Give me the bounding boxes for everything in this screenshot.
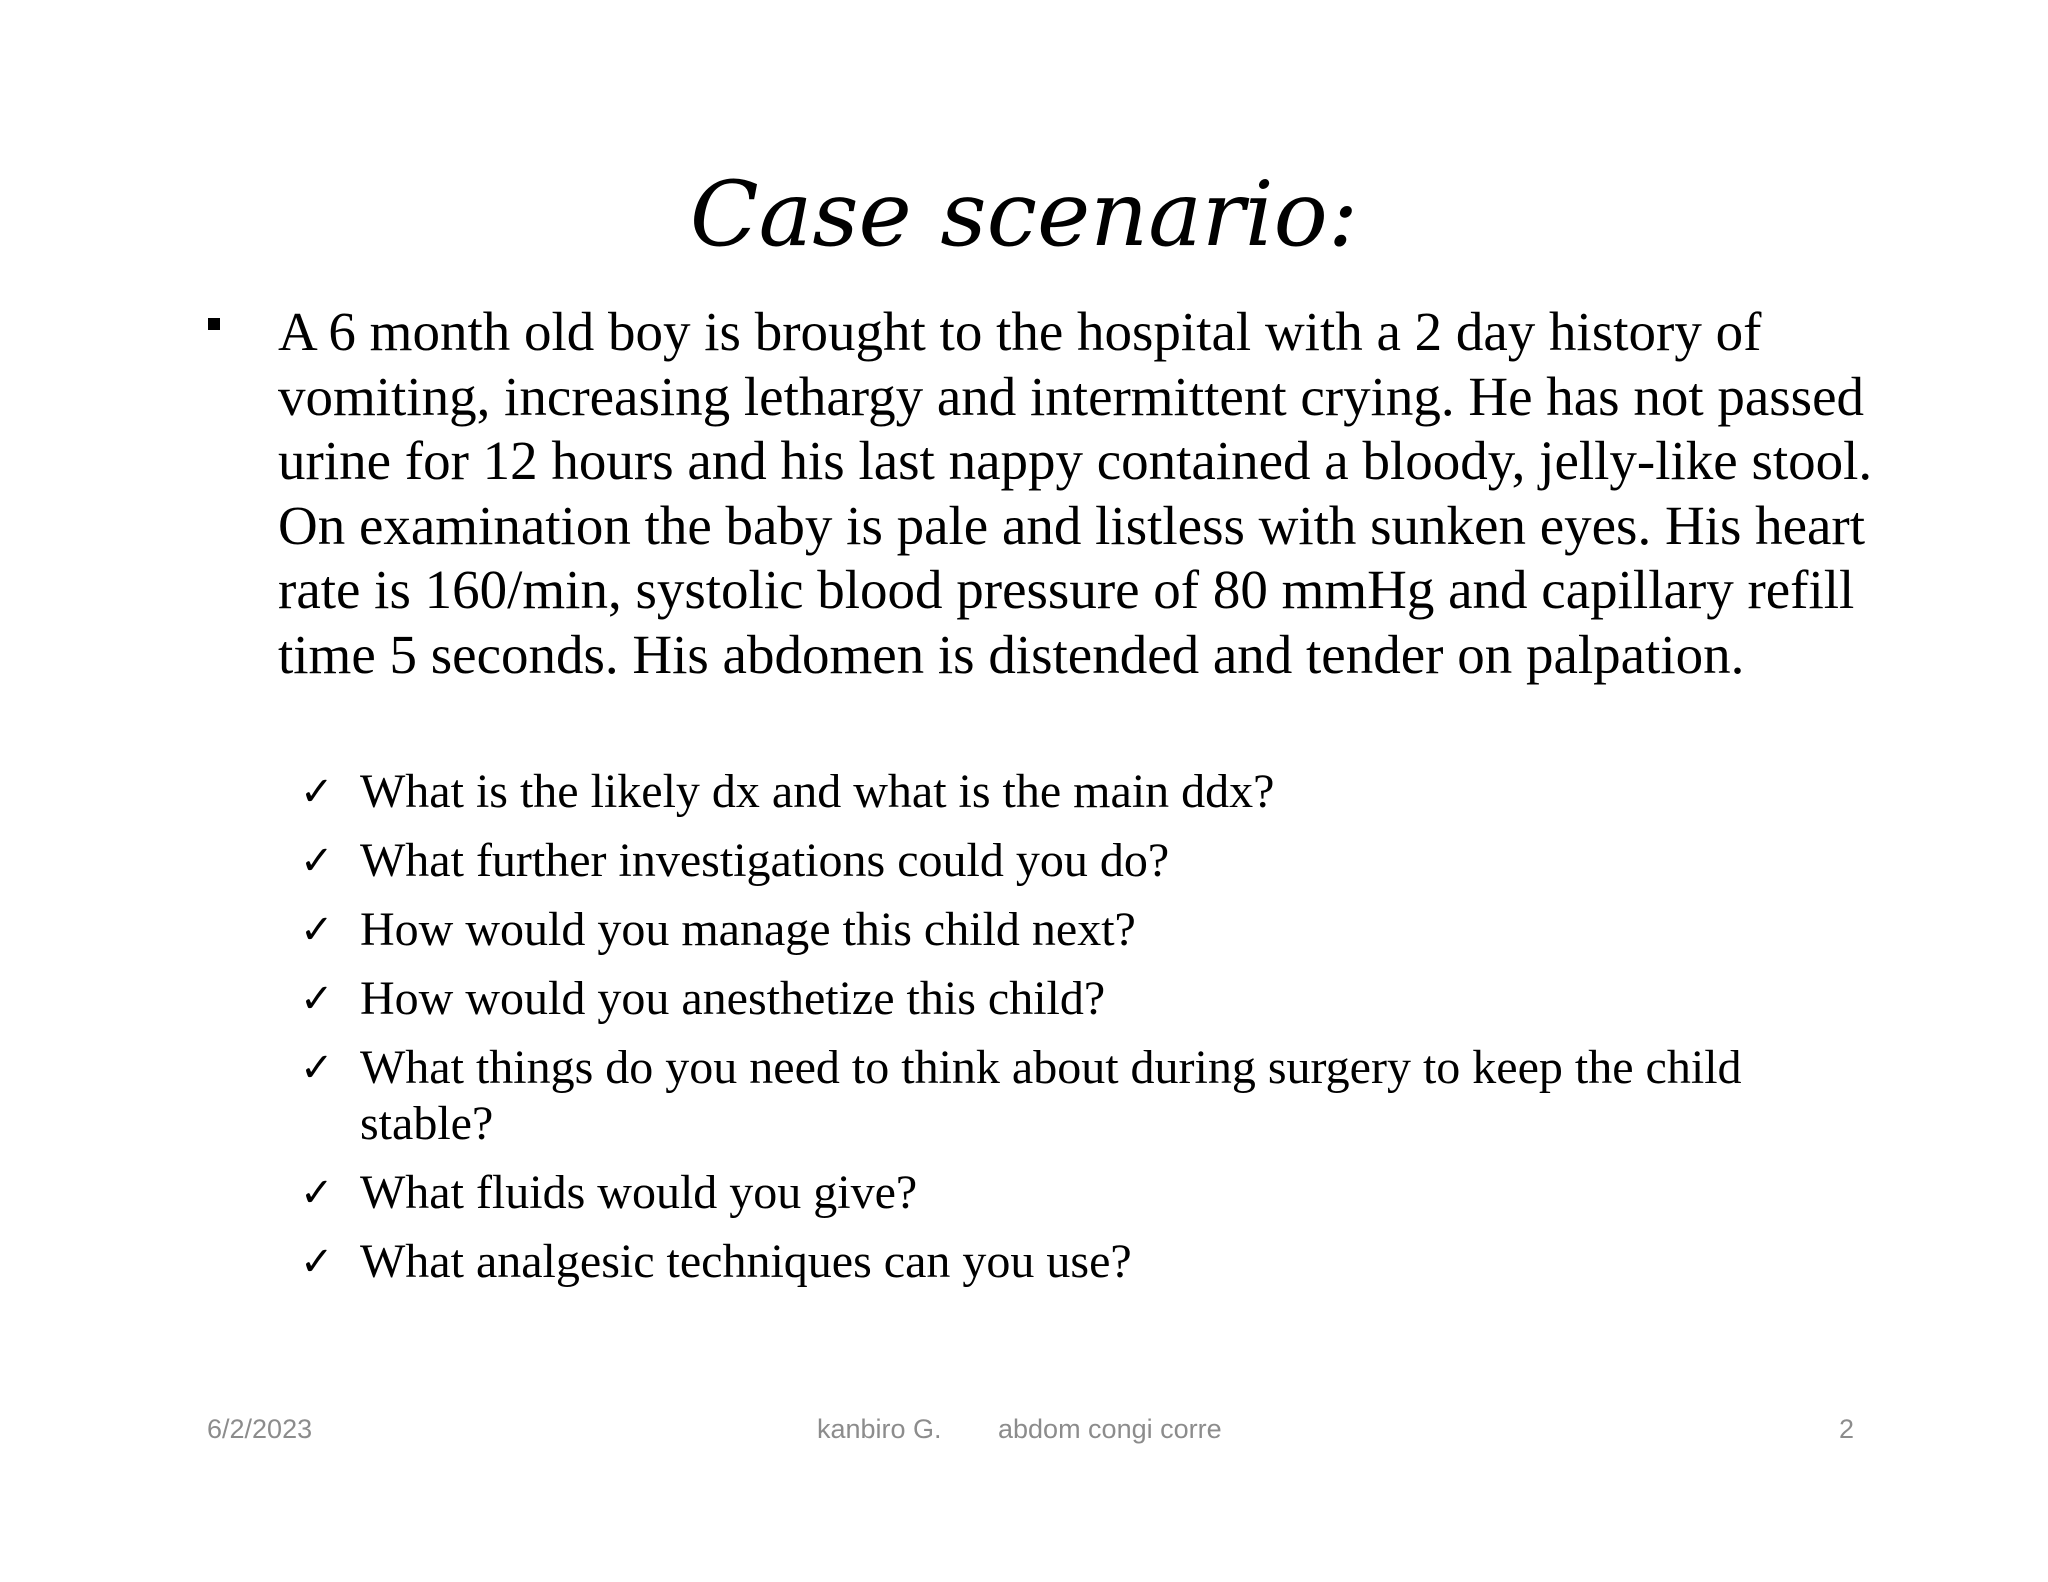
question-item [300,971,1860,1027]
question-item [300,1040,1860,1152]
footer-topic: abdom congi corre [998,1414,1222,1444]
checkmark-icon: ✓ [300,1170,334,1216]
page-number: 2 [1838,1414,1854,1444]
question-text: What further investigations could you do? [360,834,1170,887]
question-text: What analgesic techniques can you use? [360,1235,1132,1288]
square-bullet-icon [208,318,220,330]
question-list [300,764,1860,1303]
checkmark-icon: ✓ [300,1239,334,1285]
question-text: What fluids would you give? [360,1166,918,1219]
footer-date: 6/2/2023 [207,1414,313,1444]
question-item [300,833,1860,889]
checkmark-icon: ✓ [300,907,334,953]
question-item [300,1165,1860,1221]
question-item [300,902,1860,958]
question-text: What is the likely dx and what is the main ddx? [360,765,1275,818]
question-text: What things do you need to think about during surgery to keep the child stable? [360,1041,1742,1150]
question-text: How would you anesthetize this child? [360,972,1106,1025]
question-item [300,764,1860,820]
question-text: How would you manage this child next? [360,903,1136,956]
checkmark-icon: ✓ [300,976,334,1022]
question-item [300,1234,1860,1290]
checkmark-icon: ✓ [300,769,334,815]
case-description: A 6 month old boy is brought to the hospital with a 2 day history of vomiting, increasing lethargy and intermittent crying. He has not passed urine for 12 hours and his last nappy contained a bloody, jelly-like stool. On examination the baby is pale and listless with sunken eyes. His heart rate is 160/min, systolic blood pressure of 80 mmHg and capillary refill time 5 seconds. His abdomen is distended and tender on palpation. [278,301,1873,685]
checkmark-icon: ✓ [300,838,334,884]
footer-author: kanbiro G. [817,1414,942,1444]
checkmark-icon: ✓ [300,1045,334,1091]
slide-title: Case scenario: [689,162,1359,267]
